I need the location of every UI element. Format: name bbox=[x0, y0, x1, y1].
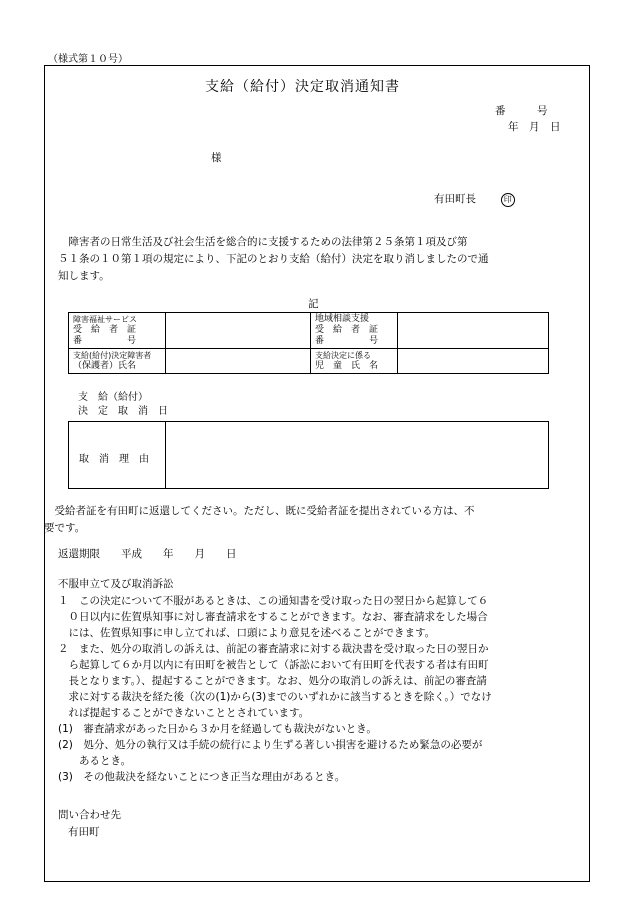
appeal-line: ２ また、処分の取消しの訴えは、前記の審査請求に対する裁決書を受け取った日の翌日か bbox=[58, 643, 489, 655]
regional-cert-label: 地域相談支援 受 給 者 証 番 号 bbox=[311, 313, 398, 349]
appeal-line: には、佐賀県知事に申し立てれば、口頭により意見を述べることができます。 bbox=[58, 627, 436, 639]
appeal-line: ら起算して６か月以内に有田町を被告として（訴訟において有田町を代表する者は有田町 bbox=[58, 659, 489, 671]
appeal-line: (2) 処分、処分の執行又は手続の続行により生ずる著しい損害を避けるため緊急の必要が bbox=[58, 739, 483, 751]
date-label: 年 月 日 bbox=[508, 121, 561, 133]
appeal-line: 求に対する裁決を経た後（次の(1)から(3)までのいずれかに該当するときを除く。）でなけ bbox=[58, 691, 492, 703]
guardian-name-value bbox=[166, 349, 311, 374]
return-notice bbox=[44, 503, 475, 537]
intro-line: ５１条の１０第１項の規定により、下記のとおり支給（給付）決定を取り消しましたので通 bbox=[58, 253, 489, 265]
reason-box bbox=[68, 421, 549, 489]
appeal-line: (3) その他裁決を経ないことにつき正当な理由があるとき。 bbox=[58, 771, 346, 783]
reason-label: 取 消 理 由 bbox=[79, 454, 149, 465]
recipient-cert-value bbox=[166, 313, 311, 349]
return-notice-line: 受給者証を有田町に返還してください。ただし、既に受給者証を提出されている方は、不 bbox=[44, 505, 475, 517]
recipient-cert-label: 障害福祉サービス 受 給 者 証 番 号 bbox=[69, 313, 166, 349]
appeal-paragraph bbox=[58, 593, 492, 785]
addressee-suffix: 様 bbox=[211, 152, 222, 164]
return-deadline: 返還期限 平成 年 月 日 bbox=[58, 548, 237, 560]
cancel-date-label: 支 給（給付） 決 定 取 消 日 bbox=[78, 392, 168, 417]
intro-line: 障害者の日常生活及び社会生活を総合的に支援するための法律第２５条第１項及び第 bbox=[58, 236, 468, 248]
appeal-line: 長となります。）、提起することができます。なお、処分の取消しの訴えは、前記の審査請 bbox=[58, 675, 487, 687]
appeal-line: １ この決定について不服があるときは、この通知書を受け取った日の翌日から起算して６ bbox=[58, 595, 489, 607]
appeal-heading: 不服申立て及び取消訴訟 bbox=[58, 578, 174, 590]
appeal-line: あるとき。 bbox=[58, 755, 132, 767]
page-title: 支給（給付）決定取消通知書 bbox=[205, 79, 400, 95]
child-name-label: 支給決定に係る 児 童 氏 名 bbox=[311, 349, 398, 374]
appeal-line: (1) 審査請求があった日から３か月を経過しても裁決がないとき。 bbox=[58, 723, 377, 735]
contact-name: 有田町 bbox=[68, 826, 100, 838]
issuer-name bbox=[434, 191, 515, 207]
ki-heading: 記 bbox=[308, 298, 319, 310]
guardian-name-label: 支給(給付)決定障害者 （保護者）氏名 bbox=[69, 349, 166, 374]
contact-heading: 問い合わせ先 bbox=[58, 809, 121, 821]
reason-divider bbox=[165, 422, 166, 488]
appeal-line: ０日以内に佐賀県知事に対し審査請求をすることができます。なお、審査請求をした場合 bbox=[58, 611, 488, 623]
seal-icon: 印 bbox=[501, 193, 515, 207]
child-name-value bbox=[398, 349, 549, 374]
number-label: 番 号 bbox=[495, 105, 548, 117]
intro-line: 知します。 bbox=[58, 270, 110, 282]
appeal-line: れば提起することができないこととされています。 bbox=[58, 707, 310, 719]
recipient-table bbox=[68, 312, 549, 374]
intro-paragraph bbox=[58, 234, 489, 285]
issuer: 有田町長 bbox=[434, 193, 476, 205]
form-number: （様式第１０号） bbox=[48, 54, 128, 65]
regional-cert-value bbox=[398, 313, 549, 349]
return-notice-line: 要です。 bbox=[44, 522, 86, 534]
